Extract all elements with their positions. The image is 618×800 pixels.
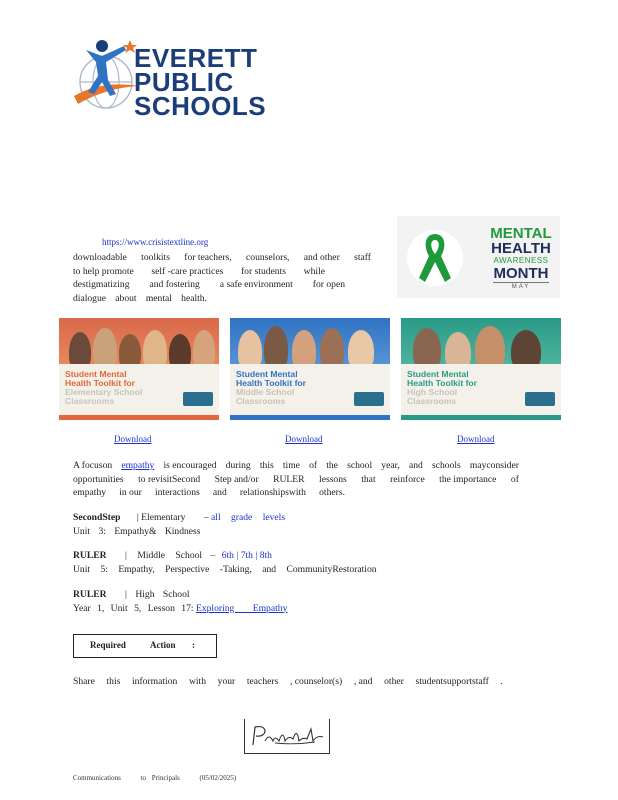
grade-8-link[interactable]: 8th xyxy=(259,550,272,561)
program-logo-icon xyxy=(183,392,213,406)
badge-may: MAY xyxy=(493,282,549,291)
grade-6-link[interactable]: 6th xyxy=(221,550,234,561)
empathy-line-3: empathy in our interactions and relationshipswith others. xyxy=(73,487,345,498)
download-middle-school-link[interactable]: Download xyxy=(285,434,323,444)
program-name: RULER xyxy=(73,589,107,600)
intro-line-3: destigmatizing and fostering a safe environment for open xyxy=(73,279,345,290)
signature xyxy=(244,719,330,754)
download-elementary-link[interactable]: Download xyxy=(114,434,152,444)
middle-school-toolkit-title: Student Mental Health Toolkit for Middle School Classrooms xyxy=(236,369,307,406)
program-unit: Unit 5: Empathy, Perspective -Taking, and CommunityRestoration xyxy=(73,563,377,575)
intro-line-2: to help promote self -care practices for students while xyxy=(73,265,325,277)
empathy-link[interactable]: empathy xyxy=(121,460,155,471)
share-instruction: Share this information with your teachers , counselor(s) , and other studentsupportstaff . xyxy=(73,676,503,687)
action-label: Action xyxy=(150,640,176,650)
program-ruler-middle: RULER | Middle School – 6th | 7th | 8th Unit 5: Empathy, Perspective -Taking, and CommunityRestoration xyxy=(73,549,393,576)
badge-health: HEALTH xyxy=(491,240,551,257)
footer xyxy=(73,774,236,782)
badge-awareness: AWARENESS xyxy=(493,256,549,265)
program-logo-icon xyxy=(354,392,384,406)
toolkit-card-high-school[interactable] xyxy=(401,318,561,420)
high-school-toolkit-title: Student Mental Health Toolkit for High School Classrooms xyxy=(407,369,478,406)
program-logo-icon xyxy=(525,392,555,406)
toolkit-card-elementary[interactable] xyxy=(59,318,219,420)
all-grade-levels-link[interactable]: all grade levels xyxy=(211,512,286,523)
toolkit-card-middle-school[interactable] xyxy=(230,318,390,420)
elementary-students-photo xyxy=(59,318,219,368)
required-label: Required xyxy=(90,640,126,650)
intro-line-4: dialogue about mental health. xyxy=(73,292,207,304)
empathy-paragraph xyxy=(73,459,519,500)
crisis-text-line-link[interactable]: https://www.crisistextline.org xyxy=(102,237,209,247)
badge-month: MONTH xyxy=(493,265,549,282)
footer-date: (05/02/2025) xyxy=(199,774,237,782)
logo-line-schools: SCHOOLS xyxy=(134,91,267,121)
green-ribbon-icon xyxy=(405,222,465,292)
download-high-school-link[interactable]: Download xyxy=(457,434,495,444)
signature-icon xyxy=(245,719,329,753)
logo-emblem-icon xyxy=(72,36,142,112)
logo-line-everett: EVERETT xyxy=(134,43,258,73)
elementary-toolkit-title: Student Mental Health Toolkit for Elementary School Classrooms xyxy=(65,369,143,406)
badge-mental: MENTAL xyxy=(490,225,552,242)
footer-communications: Communications xyxy=(73,774,121,782)
intro-line-1: downloadable toolkits for teachers, counselors, and other staff xyxy=(73,252,371,263)
empathy-line-2: opportunities to revisitSecond Step and/or RULER lessons that reinforce the importance of xyxy=(73,473,519,485)
program-name: RULER xyxy=(73,550,107,561)
logo-line-public: PUBLIC xyxy=(134,67,234,97)
program-second-step: SecondStep | Elementary – all grade levels Unit 3: Empathy& Kindness xyxy=(73,511,373,538)
program-ruler-high: RULER | High School Year 1, Unit 5, Lesson 17: Exploring Empathy xyxy=(73,588,393,615)
required-action-box: Required Action : xyxy=(73,634,217,658)
exploring-empathy-link[interactable]: Exploring Empathy xyxy=(195,602,288,614)
empathy-line-1: A focuson empathy is encouraged during this time of the school year, and schools mayconsider xyxy=(73,460,519,471)
program-name: SecondStep xyxy=(73,512,121,523)
intro-paragraph xyxy=(73,251,371,305)
grade-7-link[interactable]: 7th xyxy=(240,550,253,561)
mental-health-awareness-badge xyxy=(397,216,560,298)
high-school-students-photo xyxy=(401,318,561,368)
middle-school-students-photo xyxy=(230,318,390,368)
program-unit: Unit 3: Empathy& Kindness xyxy=(73,525,201,537)
district-logo xyxy=(72,36,267,121)
footer-recipient: to Principals xyxy=(140,774,180,782)
